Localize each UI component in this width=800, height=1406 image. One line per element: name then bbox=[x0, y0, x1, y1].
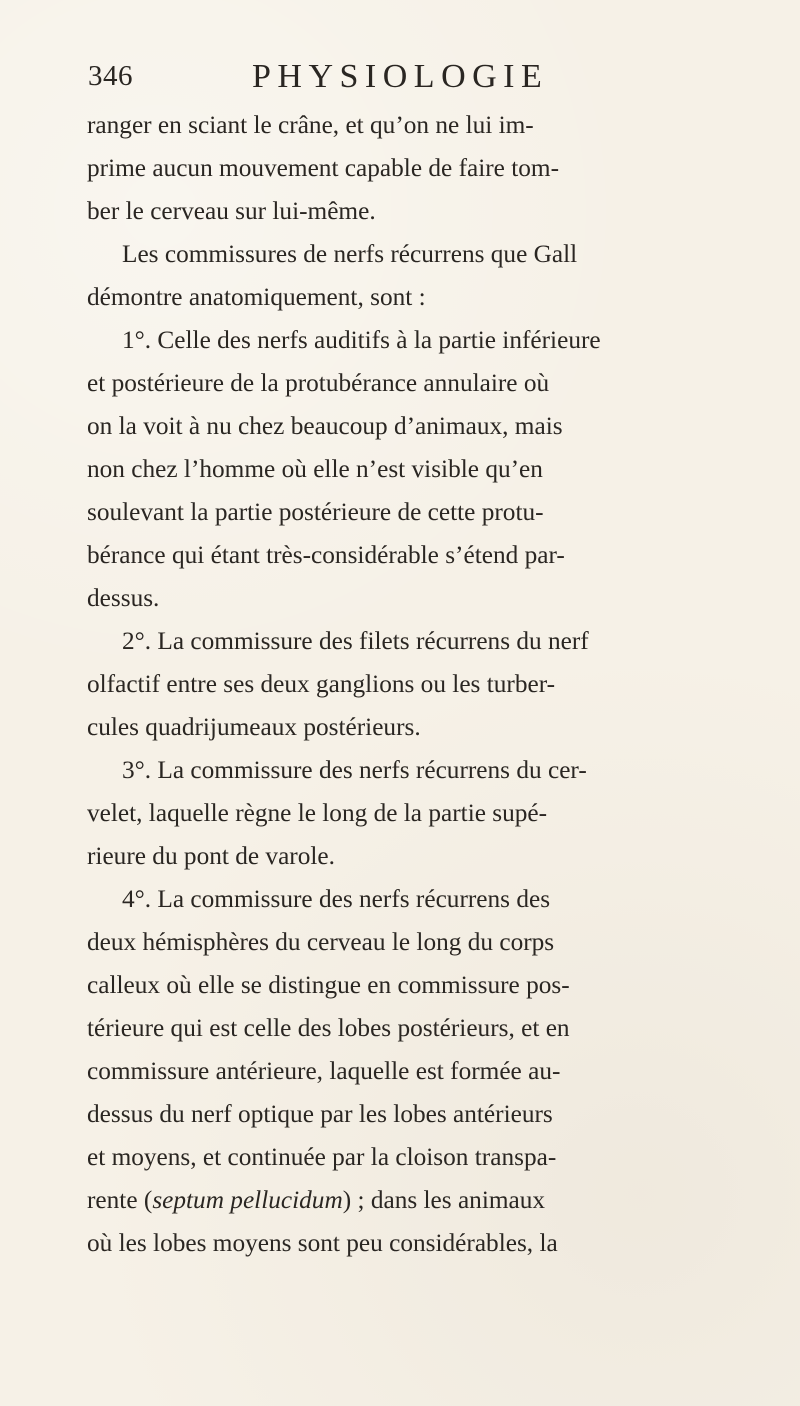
text-line: prime aucun mouvement capable de faire tom- bbox=[87, 154, 560, 182]
numbered-paragraph-line: 1°. Celle des nerfs auditifs à la partie inférieure bbox=[122, 326, 601, 354]
page-number: 346 bbox=[88, 60, 133, 92]
text-line: et postérieure de la protubérance annulaire où bbox=[87, 369, 550, 397]
numbered-paragraph-line: 4°. La commissure des nerfs récurrens des bbox=[122, 885, 551, 913]
text-line: ber le cerveau sur lui-même. bbox=[87, 197, 376, 225]
text-line: où les lobes moyens sont peu considérables, la bbox=[87, 1229, 558, 1257]
numbered-paragraph-line: 3°. La commissure des nerfs récurrens du cer- bbox=[122, 756, 587, 784]
text-line: rieure du pont de varole. bbox=[87, 842, 335, 870]
text-line: commissure antérieure, laquelle est formée au- bbox=[87, 1057, 561, 1085]
text-line: démontre anatomiquement, sont : bbox=[87, 283, 426, 311]
text-line: cules quadrijumeaux postérieurs. bbox=[87, 713, 421, 741]
text-line: dessus du nerf optique par les lobes antérieurs bbox=[87, 1100, 553, 1128]
text-line: et moyens, et continuée par la cloison transpa- bbox=[87, 1143, 557, 1171]
text-line-with-latin-term bbox=[87, 1179, 729, 1222]
text-line: olfactif entre ses deux ganglions ou les turber- bbox=[87, 670, 556, 698]
text-line: velet, laquelle règne le long de la partie supé- bbox=[87, 799, 548, 827]
text-line: non chez l’homme où elle n’est visible qu’en bbox=[87, 455, 543, 483]
line-after-italic: ) ; dans les animaux bbox=[342, 1186, 546, 1214]
latin-term: septum pellucidum bbox=[152, 1186, 343, 1214]
text-line: ranger en sciant le crâne, et qu’on ne lui im- bbox=[87, 111, 534, 139]
text-line: deux hémisphères du cerveau le long du corps bbox=[87, 928, 555, 956]
running-title: PHYSIOLOGIE bbox=[252, 58, 549, 95]
numbered-paragraph-line: 2°. La commissure des filets récurrens du nerf bbox=[122, 627, 589, 655]
text-line: on la voit à nu chez beaucoup d’animaux, mais bbox=[87, 412, 563, 440]
body-text bbox=[87, 104, 729, 1265]
text-line: dessus. bbox=[87, 584, 160, 612]
text-line: soulevant la partie postérieure de cette protu- bbox=[87, 498, 544, 526]
paragraph-line: Les commissures de nerfs récurrens que Gall bbox=[122, 240, 578, 268]
text-line: bérance qui étant très-considérable s’étend par- bbox=[87, 541, 565, 569]
page-header bbox=[88, 58, 716, 104]
text-line: calleux où elle se distingue en commissure pos- bbox=[87, 971, 570, 999]
text-line: térieure qui est celle des lobes postérieurs, et en bbox=[87, 1014, 570, 1042]
line-before-italic: rente ( bbox=[87, 1186, 153, 1214]
